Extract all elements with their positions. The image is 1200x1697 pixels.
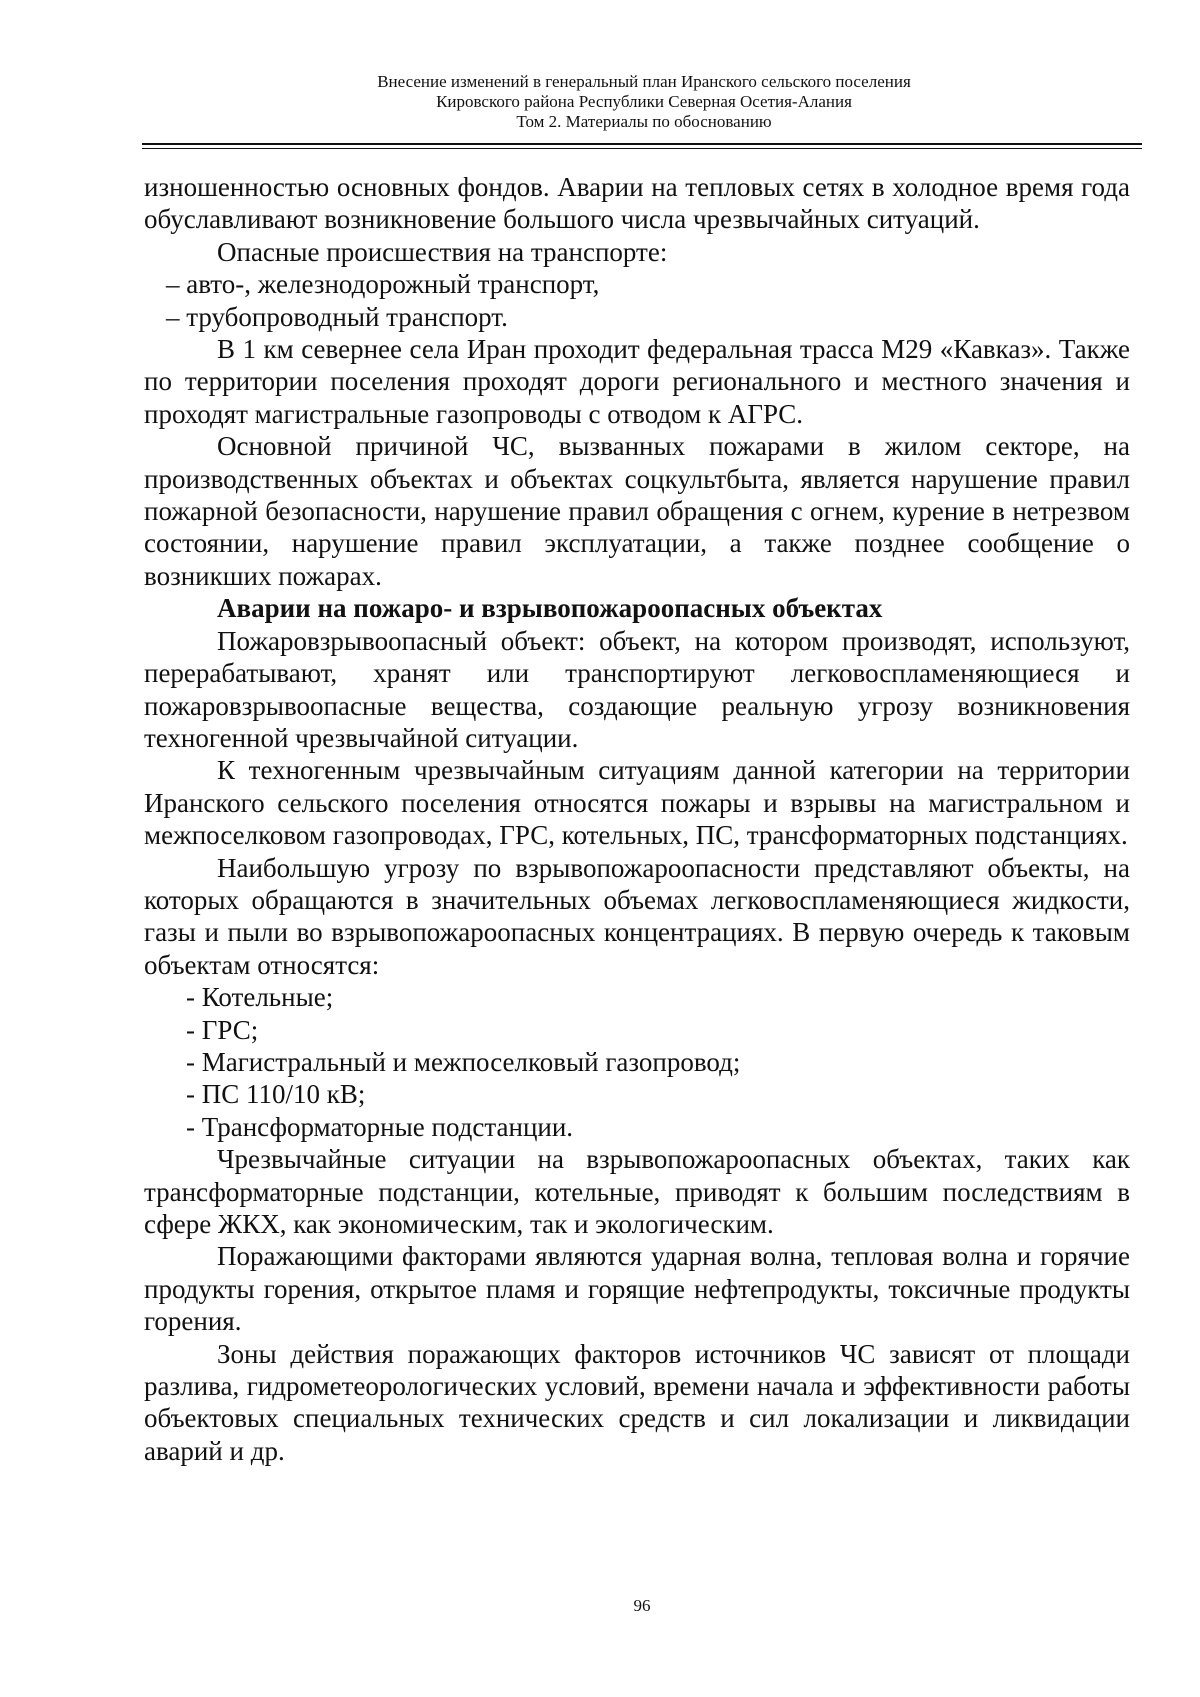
paragraph: В 1 км севернее села Иран проходит федеральная трасса М29 «Кавказ». Также по территории поселения проходят дороги регионального и местного значения и проходят магистральные газопроводы с отводом к АГРС. <box>144 334 1130 429</box>
list-item: - Котельные; <box>186 982 334 1013</box>
list-item: – авто-, железнодорожный транспорт, <box>166 269 600 300</box>
header-line-3: Том 2. Материалы по обоснованию <box>516 112 772 131</box>
body-text <box>144 171 1130 1467</box>
paragraph: Чрезвычайные ситуации на взрывопожароопасных объектах, таких как трансформаторные подстанции, котельные, приводят к большим последствиям в сфере ЖКХ, как экономическим, так и экологическим. <box>144 1144 1130 1239</box>
list-item: - Трансформаторные подстанции. <box>186 1111 574 1142</box>
header-line-1: Внесение изменений в генеральный план Иранского сельского поселения <box>377 72 911 91</box>
paragraph: Опасные происшествия на транспорте: <box>217 236 668 267</box>
running-header <box>146 72 1142 132</box>
list-item: - ГРС; <box>186 1014 259 1045</box>
paragraph: Пожаровзрывоопасный объект: объект, на котором производят, используют, перерабатывают, хранят или транспортируют легковоспламеняющиеся и пожаровзрывоопасные вещества, создающие реальную угрозу возникновения техногенной чрезвычайной ситуации. <box>144 625 1130 753</box>
list-item: - ПС 110/10 кВ; <box>186 1079 366 1110</box>
header-divider <box>142 143 1142 149</box>
list-item: – трубопроводный транспорт. <box>166 301 508 332</box>
section-heading: Аварии на пожаро- и взрывопожароопасных объектах <box>217 593 883 624</box>
page-number: 96 <box>633 1596 651 1615</box>
list-item: - Магистральный и межпоселковый газопровод; <box>186 1046 741 1077</box>
paragraph: Основной причиной ЧС, вызванных пожарами в жилом секторе, на производственных объектах и объектах соцкультбыта, является нарушение правил пожарной безопасности, нарушение правил обращения с огнем, курение в нетрезвом состоянии, нарушение правил эксплуатации, а также позднее сообщение о возникших пожарах. <box>144 431 1130 591</box>
header-line-2: Кировского района Республики Северная Осетия-Алания <box>436 92 852 111</box>
paragraph: Наибольшую угрозу по взрывопожароопасности представляют объекты, на которых обращаются в значительных объемах легковоспламеняющиеся жидкости, газы и пыли во взрывопожароопасных концентрациях. В первую очередь к таковым объектам относятся: <box>144 852 1130 980</box>
paragraph: изношенностью основных фондов. Аварии на тепловых сетях в холодное время года обуславливают возникновение большого числа чрезвычайных ситуаций. <box>144 172 1130 235</box>
paragraph: Зоны действия поражающих факторов источников ЧС зависят от площади разлива, гидрометеорологических условий, времени начала и эффективности работы объектовых специальных технических средств и сил локализации и ликвидации аварий и др. <box>144 1338 1130 1466</box>
paragraph: К техногенным чрезвычайным ситуациям данной категории на территории Иранского сельского поселения относятся пожары и взрывы на магистральном и межпоселковом газопроводах, ГРС, котельных, ПС, трансформаторных подстанциях. <box>144 755 1130 851</box>
paragraph: Поражающими факторами являются ударная волна, тепловая волна и горячие продукты горения, открытое пламя и горящие нефтепродукты, токсичные продукты горения. <box>144 1241 1130 1337</box>
